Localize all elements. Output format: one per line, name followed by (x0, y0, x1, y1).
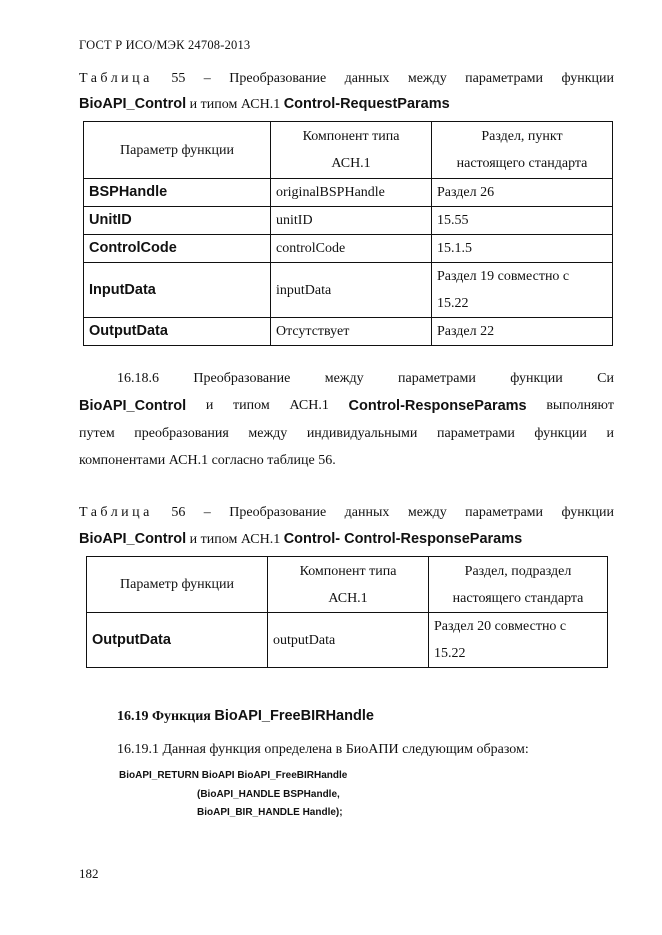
param-cell: OutputData (87, 613, 268, 668)
section-line: Раздел 20 совместно с (434, 619, 567, 634)
caption-word: данных (344, 71, 390, 86)
caption-connector: и типом АСН.1 (186, 97, 284, 112)
para-word: параметрами (398, 371, 476, 386)
paragraph-line (79, 426, 614, 442)
para-word: Преобразование (193, 371, 291, 386)
caption-word: параметрами (465, 71, 544, 86)
header-line: Компонент типа (302, 129, 400, 144)
section-line: 15.22 (434, 646, 466, 661)
table-row (84, 263, 613, 318)
header-line: Раздел, подраздел (464, 563, 572, 579)
table56-caption-line2 (79, 531, 522, 548)
para-word: параметрами (436, 426, 515, 441)
param-cell: UnitID (84, 207, 271, 235)
header-line: настоящего стандарта (452, 590, 584, 606)
caption-word: между (407, 71, 447, 86)
para-type-name: Control-ResponseParams (348, 398, 527, 414)
table55 (83, 121, 613, 346)
table56 (86, 556, 608, 668)
caption-word: – (203, 71, 211, 86)
caption-function-name: BioAPI_Control (79, 96, 187, 112)
header-line: АСН.1 (331, 156, 371, 171)
page-number: 182 (79, 866, 99, 881)
caption-type-name: Control- Control-ResponseParams (283, 531, 523, 547)
caption-word: 55 (171, 71, 186, 86)
section-cell: 15.1.5 (432, 235, 613, 263)
table-row (84, 207, 613, 235)
paragraph-line (79, 371, 614, 387)
para-word: функции (510, 371, 563, 386)
section-line: 15.22 (437, 296, 469, 311)
paragraph-line (79, 398, 614, 414)
para-word: выполняют (546, 398, 614, 413)
header-cell-parameter: Параметр функции (84, 122, 271, 179)
header-cell-component (268, 557, 429, 613)
caption-word: данных (344, 505, 390, 520)
caption-word: Преобразование (229, 71, 327, 86)
para-word: 16.18.6 (117, 371, 159, 386)
header-line: настоящего стандарта (456, 156, 588, 171)
caption-word: Таблица (79, 71, 153, 86)
header-cell-section (432, 122, 613, 179)
para-word: между (248, 426, 288, 441)
section-cell (429, 613, 608, 668)
code-line: BioAPI_BIR_HANDLE Handle); (197, 807, 343, 818)
section-heading (117, 708, 374, 725)
para-word: и (606, 426, 614, 441)
section-function-name: BioAPI_FreeBIRHandle (214, 708, 374, 724)
caption-word: Преобразование (229, 505, 327, 520)
caption-word: функции (561, 505, 614, 520)
param-cell: BSPHandle (84, 179, 271, 207)
caption-function-name: BioAPI_Control (79, 531, 187, 547)
para-word: между (324, 371, 364, 386)
code-line: BioAPI_RETURN BioAPI BioAPI_FreeBIRHandle (119, 770, 348, 781)
table56-caption-line1 (79, 505, 614, 521)
table-header-row (84, 122, 613, 179)
param-cell: OutputData (84, 318, 271, 346)
document-header: ГОСТ Р ИСО/МЭК 24708-2013 (79, 38, 251, 52)
section-line: Раздел 19 совместно с (437, 269, 570, 284)
table-header-row (87, 557, 608, 613)
header-cell-component (271, 122, 432, 179)
param-cell: InputData (84, 263, 271, 318)
section-cell (432, 263, 613, 318)
section-cell: 15.55 (432, 207, 613, 235)
caption-word: между (407, 505, 447, 520)
caption-word: 56 (171, 505, 186, 520)
table-row (84, 318, 613, 346)
para-word: и (205, 398, 214, 413)
para-word: преобразования (134, 426, 229, 441)
para-word: функции (534, 426, 587, 441)
code-line: (BioAPI_HANDLE BSPHandle, (197, 789, 340, 800)
section-cell: Раздел 22 (432, 318, 613, 346)
table55-caption-line2 (79, 96, 450, 113)
para-word: индивидуальными (306, 426, 418, 441)
section-cell: Раздел 26 (432, 179, 613, 207)
para-word: типом (233, 398, 270, 413)
header-line: Раздел, пункт (481, 129, 563, 144)
para-function-name: BioAPI_Control (79, 398, 187, 414)
caption-connector: и типом АСН.1 (186, 532, 284, 547)
table55-caption-line1 (79, 71, 614, 87)
header-line: Компонент типа (299, 563, 397, 579)
component-cell: outputData (268, 613, 429, 668)
component-cell: unitID (271, 207, 432, 235)
header-cell-parameter: Параметр функции (87, 557, 268, 613)
table-row (84, 235, 613, 263)
para-word: АСН.1 (289, 398, 329, 413)
component-cell: controlCode (271, 235, 432, 263)
header-cell-section (429, 557, 608, 613)
table-row (84, 179, 613, 207)
para-word: путем (79, 426, 115, 441)
component-cell: originalBSPHandle (271, 179, 432, 207)
para-word: Си (597, 371, 614, 386)
component-cell: Отсутствует (271, 318, 432, 346)
section-heading-prefix: 16.19 Функция (117, 709, 215, 724)
table-row (87, 613, 608, 668)
section-paragraph: 16.19.1 Данная функция определена в БиоАПИ следующим образом: (117, 742, 529, 757)
paragraph-line: компонентами АСН.1 согласно таблице 56. (79, 453, 336, 468)
caption-type-name: Control-RequestParams (283, 96, 450, 112)
caption-word: Таблица (79, 505, 153, 520)
component-cell: inputData (271, 263, 432, 318)
caption-word: функции (561, 71, 614, 86)
caption-word: – (203, 505, 211, 520)
header-line: АСН.1 (328, 590, 368, 606)
caption-word: параметрами (465, 505, 544, 520)
param-cell: ControlCode (84, 235, 271, 263)
